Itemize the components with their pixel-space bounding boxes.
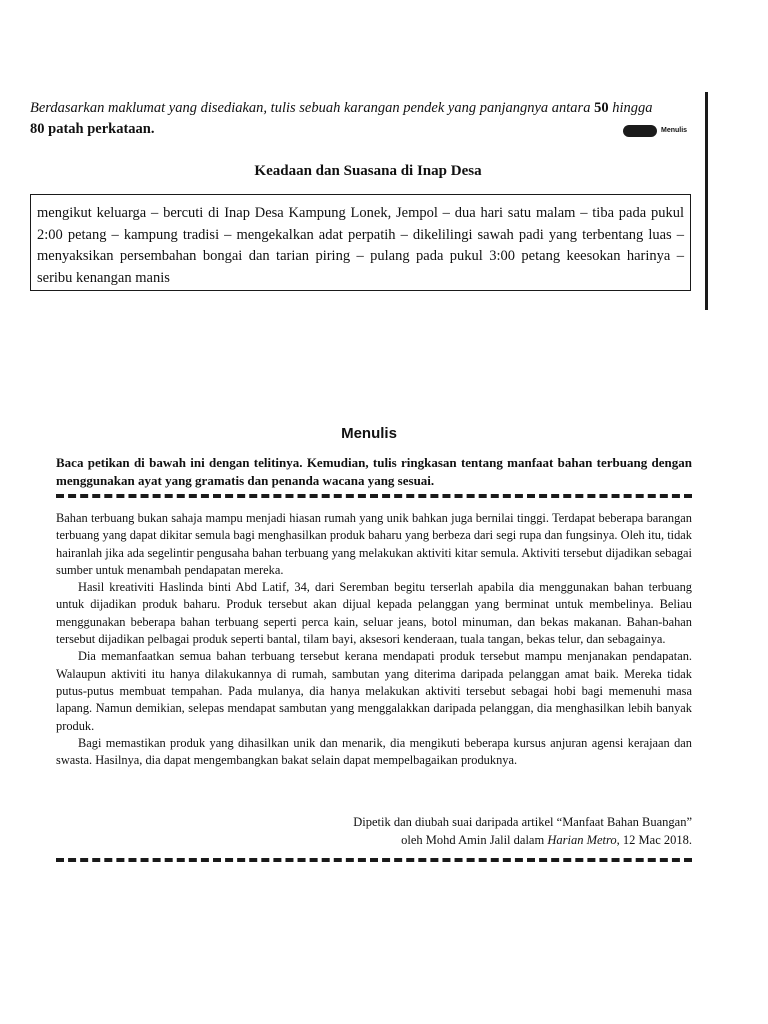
source-line-1: Dipetik dan diubah suai daripada artikel “Manfaat Bahan Buangan”: [353, 815, 692, 829]
paragraph-3: Dia memanfaatkan semua bahan terbuang tersebut kerana mendapati produk tersebut mampu menjanakan pendapatan. Walaupun aktiviti itu hanya dilakukannya di rumah, sambutan yang diterima daripada pelanggan amat baik. Mereka tidak putus-putus membuat tempahan. Pada mulanya, dia hanya melakukan aktiviti tersebut sebagai hobi bagi memenuhi masa lapang. Namun demikian, selepas mendapat sambutan yang menggalakkan daripada pelanggan, dia menghasilkan lebih banyak produk.: [56, 649, 692, 733]
source-author: oleh Mohd Amin Jalil dalam: [401, 832, 548, 847]
paragraph-1: Bahan terbuang bukan sahaja mampu menjadi hiasan rumah yang unik bahkan juga bernilai tinggi. Terdapat beberapa barangan terbuang yang dapat dikitar semula bagi menghasilkan produk baharu yang berbeza dari segi rupa dan fungsinya. Oleh itu, tidak hairanlah jika ada segelintir pengusaha bahan terbuang yang melakukan aktiviti kitar semula. Aktiviti tersebut dijadikan sebagai sumber untuk menambah pendapatan mereka.: [56, 511, 692, 577]
section-title-menulis: Menulis: [341, 425, 397, 442]
instruction-hingga: hingga: [612, 100, 653, 116]
paragraph-4: Bagi memastikan produk yang dihasilkan unik dan menarik, dia mengikuti beberapa kursus anjuran agensi kerajaan dan swasta. Hasilnya, dia dapat mengembangkan bakat selain dapat mempelbagaikan produknya.: [56, 735, 692, 768]
word-count-line: 80 patah perkataan.: [30, 121, 155, 137]
source-publication: Harian Metro: [547, 832, 617, 847]
instruction-text: Berdasarkan maklumat yang disediakan, tulis sebuah karangan pendek yang panjangnya antara: [30, 100, 591, 116]
notes-text: mengikut keluarga – bercuti di Inap Desa Kampung Lonek, Jempol – dua hari satu malam – tiba pada pukul 2:00 petang – kampung tradisi – mengekalkan adat perpatih – dikelilingi sawah padi yang terbentang luas – menyaksikan persembahan bongai dan tarian piring – pulang pada pukul 3:00 petang keesokan harinya – seribu kenangan manis: [37, 205, 684, 286]
source-date: , 12 Mac 2018.: [616, 832, 692, 847]
top-dashed-divider: [56, 494, 692, 498]
section-badge: [623, 125, 657, 137]
essay-title: Keadaan dan Suasana di Inap Desa: [254, 163, 482, 179]
notes-box: [30, 194, 691, 291]
question2-instruction: Baca petikan di bawah ini dengan telitinya. Kemudian, tulis ringkasan tentang manfaat bahan terbuang dengan menggunakan ayat yang gramatis dan penanda wacana yang sesuai.: [56, 455, 692, 488]
word-count-min: 50: [594, 100, 609, 116]
article-passage: [56, 510, 692, 769]
paragraph-2: Hasil kreativiti Haslinda binti Abd Latif, 34, dari Seremban begitu terserlah apabila dia menggunakan bahan terbuang untuk dijadikan produk baharu. Produk tersebut akan dijual kepada pelanggan yang berminat untuk membelinya. Beliau menggunakan beberapa bahan terbuang seperti perca kain, seluar jeans, botol minuman, dan bekas makanan. Bahan-bahan tersebut dijadikan pelbagai produk seperti bantal, tilam bayi, aksesori kenderaan, tuala tangan, bekas telur, dan sebagainya.: [56, 580, 692, 647]
bottom-dashed-divider: [56, 858, 692, 862]
section-badge-label: Menulis: [661, 127, 688, 134]
article-source: [270, 814, 692, 849]
question1-instruction: [30, 98, 710, 140]
source-line-2: [270, 832, 692, 850]
